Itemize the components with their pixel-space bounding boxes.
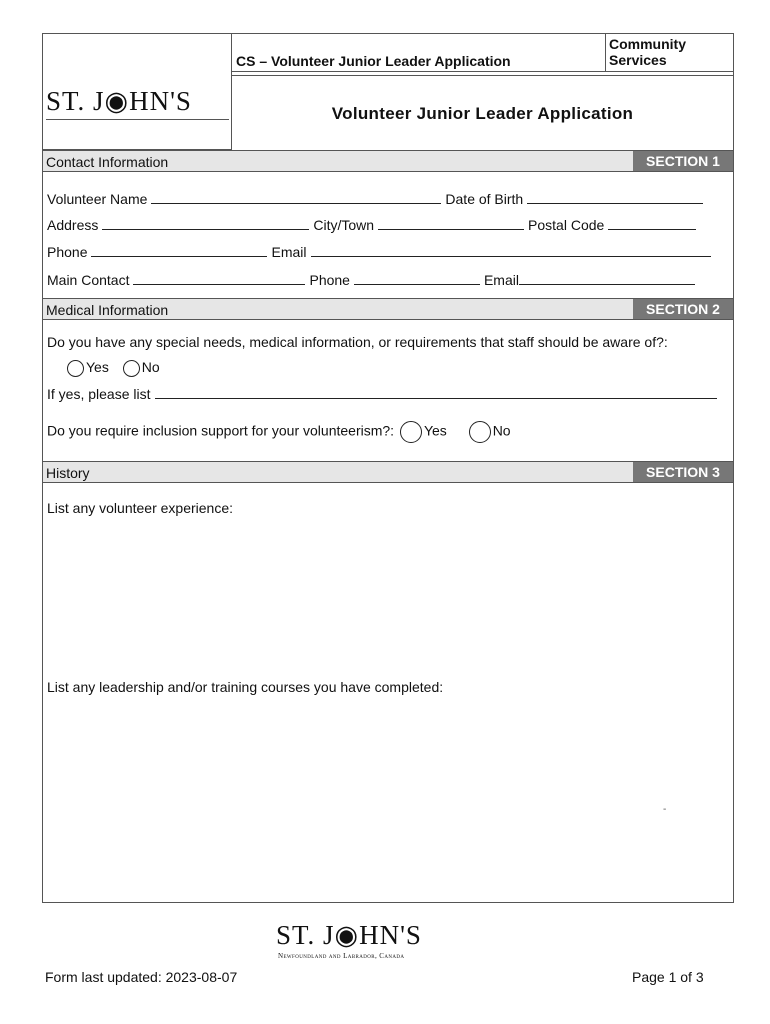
date-of-birth-label: Date of Birth — [445, 191, 524, 207]
section-1-header — [43, 150, 733, 172]
contact-phone-label: Phone — [309, 272, 350, 288]
main-contact-label: Main Contact — [47, 272, 130, 288]
address-field[interactable] — [102, 217, 309, 230]
training-courses-prompt: List any leadership and/or training courses you have completed: — [47, 679, 444, 695]
email-field[interactable] — [311, 244, 711, 257]
section-3-header — [43, 461, 733, 483]
volunteer-experience-prompt: List any volunteer experience: — [47, 500, 233, 516]
row-phone-email — [47, 244, 711, 260]
inclusion-no-radio[interactable] — [469, 421, 491, 443]
st-johns-logo: ST. J◉HN'S — [46, 86, 192, 116]
volunteer-name-field[interactable] — [151, 191, 441, 204]
inclusion-yes-label: Yes — [423, 422, 447, 439]
postal-code-label: Postal Code — [528, 217, 605, 233]
contact-phone-field[interactable] — [354, 272, 480, 285]
form-code-title: CS – Volunteer Junior Leader Application — [232, 34, 606, 72]
postal-code-field[interactable] — [608, 217, 696, 230]
page-title: Volunteer Junior Leader Application — [331, 104, 634, 123]
email-label: Email — [271, 244, 307, 260]
form-updated-date: Form last updated: 2023-08-07 — [45, 969, 238, 985]
address-label: Address — [47, 217, 99, 233]
footer-logo: ST. J◉HN'S — [276, 920, 422, 950]
section-3-title: History — [46, 465, 90, 481]
stray-mark: - — [663, 804, 667, 815]
city-town-field[interactable] — [378, 217, 524, 230]
medical-details-field[interactable] — [155, 386, 717, 399]
department-label: Community Services — [606, 34, 733, 72]
medical-radio-group — [67, 359, 160, 377]
contact-email-field[interactable] — [519, 272, 695, 285]
application-form — [42, 33, 734, 903]
section-2-badge: SECTION 2 — [633, 299, 733, 319]
header-divider — [232, 75, 733, 76]
section-3-badge: SECTION 3 — [633, 462, 733, 482]
section-2-header — [43, 298, 733, 320]
header-logo-cell — [43, 34, 232, 150]
phone-label: Phone — [47, 244, 88, 260]
section-2-title: Medical Information — [46, 302, 169, 318]
volunteer-name-label: Volunteer Name — [47, 191, 148, 207]
inclusion-yes-radio[interactable] — [400, 421, 422, 443]
inclusion-no-label: No — [492, 422, 511, 439]
section-1-badge: SECTION 1 — [633, 151, 733, 171]
date-of-birth-field[interactable] — [527, 191, 703, 204]
medical-yes-radio[interactable] — [67, 360, 84, 377]
row-main-contact — [47, 272, 695, 288]
contact-email-label: Email — [483, 272, 519, 288]
section-1-title: Contact Information — [46, 154, 169, 170]
medical-question: Do you have any special needs, medical information, or requirements that staff should be aware of?: — [47, 334, 668, 350]
inclusion-row — [47, 421, 511, 443]
city-town-label: City/Town — [313, 217, 375, 233]
if-yes-label: If yes, please list — [47, 386, 151, 402]
medical-yes-label: Yes — [86, 359, 109, 375]
row-volunteer-name — [47, 191, 703, 207]
logo-underline — [46, 119, 229, 120]
inclusion-question: Do you require inclusion support for your volunteerism?: — [47, 422, 395, 439]
row-address — [47, 217, 696, 233]
page-number: Page 1 of 3 — [632, 969, 704, 985]
medical-no-label: No — [141, 359, 160, 375]
footer-logo-subtitle: Newfoundland and Labrador, Canada — [278, 952, 405, 960]
medical-no-radio[interactable] — [123, 360, 140, 377]
row-if-yes — [47, 386, 717, 402]
phone-field[interactable] — [91, 244, 267, 257]
main-contact-field[interactable] — [133, 272, 305, 285]
